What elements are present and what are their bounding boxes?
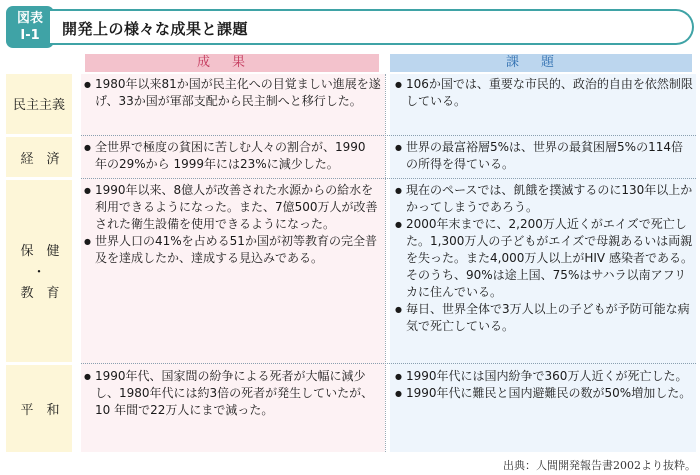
column-header-issues: 課題	[390, 54, 692, 72]
category-label-health-a: 保	[20, 244, 34, 259]
column-divider	[385, 74, 386, 452]
figure-label: 図表	[16, 11, 43, 26]
row-divider	[81, 363, 696, 364]
results-health	[84, 182, 380, 267]
list-item: ● 1990年代、国家間の紛争による死者が大幅に減少し、1980年代には約3倍の死者が発生していたが、10 年間で22万人にまで減った。	[84, 368, 380, 419]
column-header-results: 成果	[85, 54, 379, 72]
list-item: ● 1990年代に難民と国内避難民の数が50%増加した。	[395, 385, 693, 402]
list-item: ● 毎日、世界全体で3万人以上の子どもが予防可能な病気で死亡している。	[395, 301, 693, 335]
category-label-economy-b: 済	[46, 152, 60, 167]
results-peace	[84, 368, 380, 419]
category-label-edu-a: 教	[20, 286, 34, 301]
results-economy	[84, 139, 374, 173]
list-item: ● 現在のペースでは、飢餓を撲滅するのに130年以上かかってしまうであろう。	[395, 182, 693, 216]
source-note: 出典：人間開発報告書2002より抜粋。	[503, 459, 696, 472]
list-item: ● 全世界で極度の貧困に苦しむ人々の割合が、1990年の29%から 1999年には23%に減少した。	[84, 139, 374, 173]
results-democracy	[84, 76, 384, 110]
category-label-economy-a: 経	[20, 152, 34, 167]
category-label-separator: ・	[32, 265, 46, 280]
row-divider	[81, 178, 696, 179]
list-item: ● 1980年以来81か国が民主化への目覚ましい進展を遂げ、33か国が軍部支配から民主制へと移行した。	[84, 76, 384, 110]
page-title: 開発上の様々な成果と課題	[62, 20, 249, 38]
figure-number-badge	[6, 6, 54, 48]
category-label-democracy: 民主主義	[12, 98, 65, 113]
category-label-edu-b: 育	[46, 286, 60, 301]
list-item: ● 世界の最富裕層5%は、世界の最貧困層5%の114倍の所得を得ている。	[395, 139, 693, 173]
list-item: ● 1990年以来、8億人が改善された水源からの給水を利用できるようになった。また、7億500万人が改善された衛生設備を使用できるようになった。	[84, 182, 380, 233]
list-item: ● 2000年末までに、2,200万人近くがエイズで死亡した。1,300万人の子どもがエイズで母親あるいは両親を失った。また4,000万人以上がHIV 感染者である。そのうち、90%は途上国、75%はサハラ以南アフリカに住んでいる。	[395, 216, 693, 301]
issues-health	[395, 182, 693, 335]
category-democracy	[6, 74, 72, 134]
list-item: ● 106か国では、重要な市民的、政治的自由を依然制限している。	[395, 76, 693, 110]
category-label-peace-a: 平	[20, 403, 34, 418]
category-peace	[6, 365, 72, 452]
title-box	[50, 9, 694, 45]
list-item: ● 1990年代には国内紛争で360万人近くが死亡した。	[395, 368, 693, 385]
category-label-health-b: 健	[46, 244, 60, 259]
list-item: ● 世界人口の41%を占める51か国が初等教育の完全普及を達成したか、達成する見込みである。	[84, 233, 380, 267]
figure-number: Ⅰ-1	[20, 28, 40, 43]
category-health-education	[6, 180, 72, 362]
category-label-peace-b: 和	[46, 403, 60, 418]
issues-economy	[395, 139, 693, 173]
figure-header	[6, 6, 694, 48]
category-economy	[6, 137, 72, 177]
issues-peace	[395, 368, 693, 402]
row-divider	[81, 135, 696, 136]
issues-democracy	[395, 76, 693, 110]
